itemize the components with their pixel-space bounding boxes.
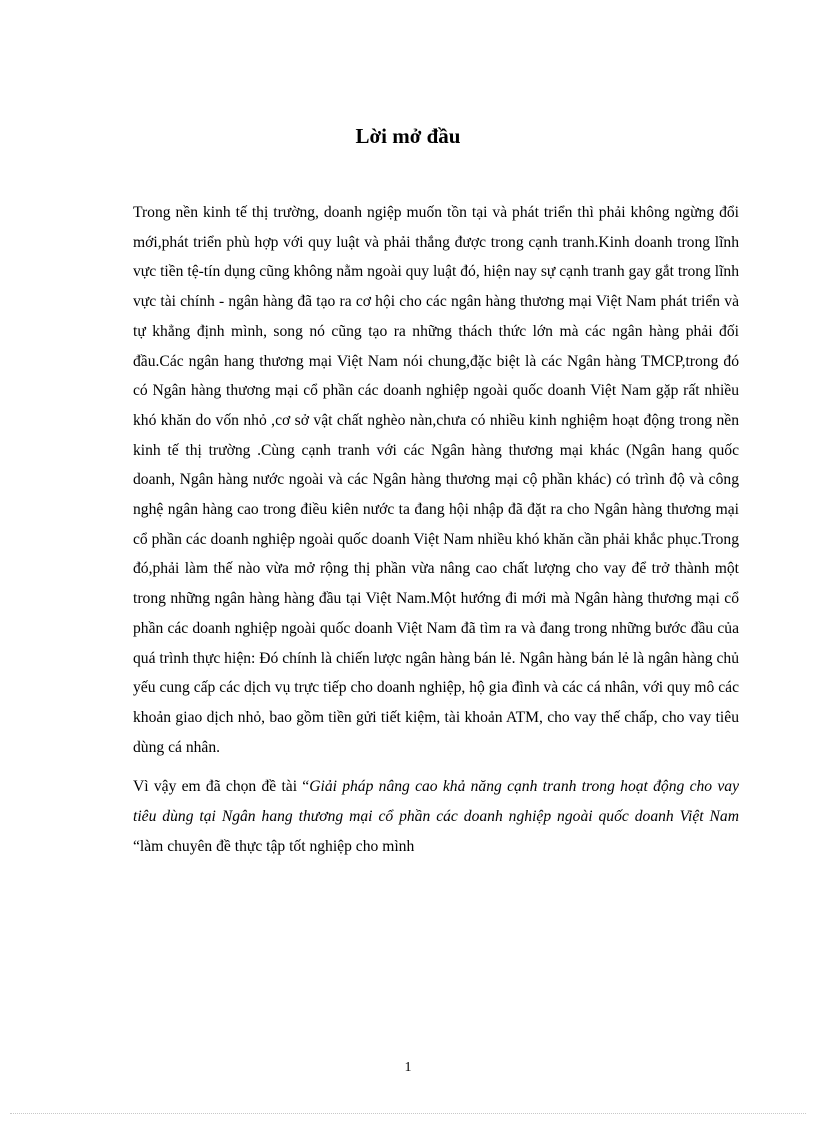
page-bottom-divider [10, 1113, 806, 1114]
paragraph-topic [133, 772, 739, 861]
body-text [133, 198, 739, 877]
thesis-topic-title: Giải pháp nâng cao khả năng cạnh tranh trong hoạt động cho vay tiêu dùng tại Ngân hang thương mại cổ phần các doanh nghiệp ngoài quốc doanh Việt Nam [133, 778, 739, 826]
paragraph-intro: Trong nền kinh tế thị trường, doanh ngiệp muốn tồn tại và phát triển thì phải không ngừng đổi mới,phát triển phù hợp với quy luật và phải thắng được trong cạnh tranh.Kinh doanh trong lĩnh vực tiền tệ-tín dụng cũng không nằm ngoài quy luật đó, hiện nay sự cạnh tranh gay gắt trong lĩnh vực tài chính - ngân hàng đã tạo ra cơ hội cho các ngân hàng thương mại Việt Nam phát triển và tự khẳng định mình, song nó cũng tạo ra những thách thức lớn mà các ngân hàng phải đối đầu.Các ngân hang thương mại Việt Nam nói chung,đặc biệt là các Ngân hàng TMCP,trong đó có Ngân hàng thương mại cổ phần các doanh nghiệp ngoài quốc doanh Việt Nam gặp rất nhiều khó khăn do vốn nhỏ ,cơ sở vật chất nghèo nàn,chưa có nhiều kinh nghiệm hoạt động trong nền kinh tế thị trường .Cùng cạnh tranh với các Ngân hàng thương mại khác (Ngân hang quốc doanh, Ngân hàng nước ngoài và các Ngân hàng thương mại cộ phần khác) có trình độ và công nghệ ngân hàng cao trong điều kiên nước ta đang hội nhập đã đặt ra cho Ngân hàng thương mại cổ phần các doanh nghiệp ngoài quốc doanh Việt Nam nhiều khó khăn cần phải khắc phục.Trong đó,phải làm thế nào vừa mở rộng thị phần vừa nâng cao chất lượng cho vay để trở thành một trong những ngân hàng hàng đầu tại Việt Nam.Một hướng đi mới mà Ngân hàng thương mại cổ phần các doanh nghiệp ngoài quốc doanh Việt Nam đã tìm ra và đang trong những bước đầu của quá trình thực hiện: Đó chính là chiến lược ngân hàng bán lẻ. Ngân hàng bán lẻ là ngân hàng chủ yếu cung cấp các dịch vụ trực tiếp cho doanh nghiệp, hộ gia đình và các cá nhân, với quy mô các khoản giao dịch nhỏ, bao gồm tiền gửi tiết kiệm, tài khoản ATM, cho vay thế chấp, cho vay tiêu dùng cá nhân. [133, 204, 739, 756]
paragraph-topic-suffix: “làm chuyên đề thực tập tốt nghiệp cho mình [133, 837, 415, 855]
paragraph-topic-prefix: Vì vậy em đã chọn đề tài “ [133, 778, 310, 796]
page-number: 1 [404, 1060, 412, 1075]
page-title: Lời mở đầu [355, 124, 461, 148]
